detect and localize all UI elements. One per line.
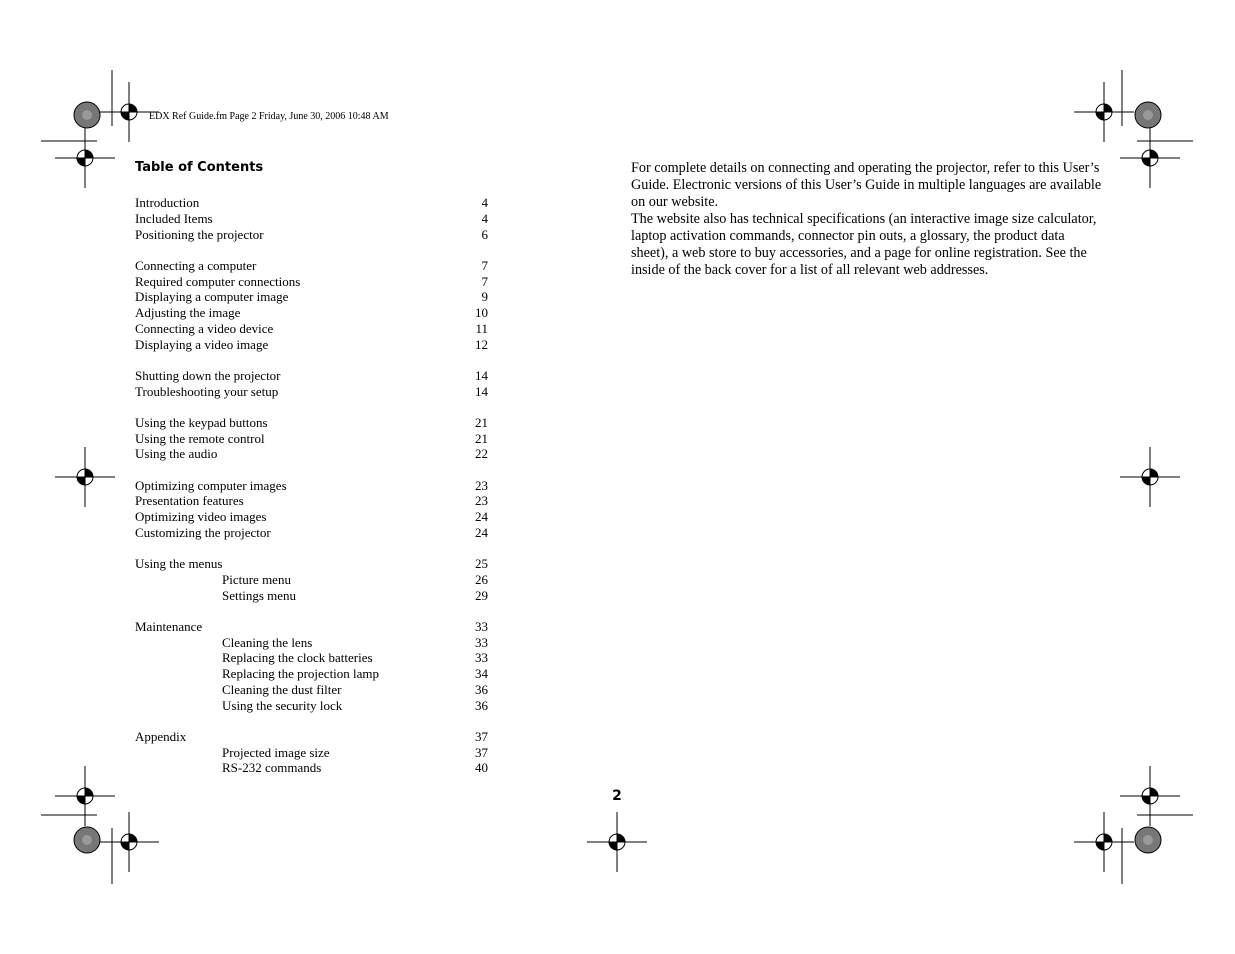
toc-entry-page: 21 <box>475 430 488 446</box>
intro-paragraph: The website also has technical specifications (an interactive image size calculator, laptop activation commands, connector pin outs, a glossary, the product data sheet), a web store to buy accessories, and a page for online registration. See the inside of the back cover for a list of all relevant web addresses. <box>631 211 1097 278</box>
toc-entry-label: Customizing the projector <box>135 524 271 540</box>
toc-entry <box>0 368 1235 384</box>
toc-entry-label: Maintenance <box>135 618 203 634</box>
registration-star-icon <box>74 827 100 853</box>
toc-entry-label: Using the security lock <box>222 697 343 713</box>
toc-entry-page: 7 <box>481 257 488 273</box>
toc-entry-label: Connecting a video device <box>135 320 274 336</box>
toc-entry-label: Displaying a video image <box>135 336 269 352</box>
toc-entry-page: 36 <box>475 697 488 713</box>
toc-entry <box>0 415 1235 431</box>
registration-mark-icon <box>99 812 159 872</box>
toc-entry <box>0 572 1235 588</box>
toc-entry-label: Introduction <box>135 195 200 210</box>
toc-entry-label: Using the menus <box>135 556 223 571</box>
registration-mark-icon <box>587 812 647 872</box>
toc-entry-page: 25 <box>475 556 488 571</box>
intro-paragraph: For complete details on connecting and operating the projector, refer to this User’s Guide. Electronic versions of this User’s Guide in multiple languages are available on our website. <box>631 160 1102 210</box>
toc-entry-label: Cleaning the lens <box>222 634 313 650</box>
intro-text <box>631 160 1103 279</box>
toc-entry <box>0 666 1235 682</box>
toc-entry-page: 12 <box>475 336 488 352</box>
toc-entry-page: 4 <box>481 195 488 210</box>
toc-entry <box>0 650 1235 666</box>
toc-entry-label: Presentation features <box>135 493 244 509</box>
registration-mark-icon <box>1074 812 1134 872</box>
toc-entry-page: 14 <box>475 383 488 399</box>
toc-entry <box>0 321 1235 337</box>
toc-entry-page: 37 <box>475 728 488 744</box>
toc-entry <box>0 635 1235 651</box>
toc-entry <box>0 525 1235 541</box>
toc-entry <box>0 493 1235 509</box>
toc-entry <box>0 682 1235 698</box>
toc-entry-label: Replacing the clock batteries <box>222 650 373 666</box>
toc-entry-page: 11 <box>475 320 488 336</box>
toc-entry <box>0 337 1235 353</box>
toc-entry-label: Adjusting the image <box>135 305 241 320</box>
toc-entry-page: 33 <box>475 650 488 666</box>
toc-entry <box>0 556 1235 572</box>
toc-entry-label: Shutting down the projector <box>135 367 281 383</box>
toc-entry-page: 14 <box>475 367 488 383</box>
toc-entry-label: Picture menu <box>222 571 291 587</box>
toc-entry-label: Settings menu <box>222 587 297 603</box>
toc-entry <box>0 698 1235 714</box>
toc-entry-page: 10 <box>475 305 488 320</box>
toc-entry <box>0 305 1235 321</box>
registration-star-icon <box>1135 827 1161 853</box>
toc-entry-page: 33 <box>475 634 488 650</box>
toc-entry-page: 6 <box>481 226 488 242</box>
toc-entry-label: Optimizing video images <box>135 509 267 524</box>
toc-entry <box>0 619 1235 635</box>
toc-entry-page: 29 <box>475 587 488 603</box>
toc-entry <box>0 289 1235 305</box>
toc-entry-label: Required computer connections <box>135 273 301 289</box>
toc-entry-page: 24 <box>475 524 488 540</box>
toc-entry-label: Troubleshooting your setup <box>135 383 279 399</box>
toc-entry-label: Displaying a computer image <box>135 289 289 305</box>
file-header: EDX Ref Guide.fm Page 2 Friday, June 30, 2006 10:48 AM <box>149 111 389 122</box>
toc-entry <box>0 588 1235 604</box>
toc-entry-label: Connecting a computer <box>135 257 257 273</box>
toc-entry-page: 21 <box>475 414 488 430</box>
toc-entry <box>0 760 1235 776</box>
toc-entry-page: 7 <box>481 273 488 289</box>
toc-entry-page: 36 <box>475 681 488 697</box>
toc-entry-label: Using the remote control <box>135 430 265 446</box>
page-number: 2 <box>612 788 622 804</box>
registration-mark-icon <box>55 128 115 188</box>
toc-entry-label: Replacing the projection lamp <box>222 666 380 681</box>
toc-entry-page: 23 <box>475 477 488 493</box>
toc-title: Table of Contents <box>135 160 264 175</box>
registration-mark-icon <box>1074 82 1134 142</box>
toc-entry-label: Appendix <box>135 728 187 744</box>
toc-entry-page: 23 <box>475 493 488 509</box>
toc-entry-label: RS-232 commands <box>222 760 322 776</box>
toc-entry <box>0 431 1235 447</box>
toc-entry-label: Using the audio <box>135 446 218 462</box>
toc-entry-label: Positioning the projector <box>135 226 264 242</box>
toc-entry-page: 26 <box>475 571 488 587</box>
toc-entry-label: Projected image size <box>222 744 330 760</box>
toc-entry <box>0 478 1235 494</box>
toc-entry-page: 4 <box>481 210 488 226</box>
toc-entry-page: 40 <box>475 760 488 776</box>
toc-entry-page: 34 <box>475 666 488 681</box>
toc-entry <box>0 745 1235 761</box>
toc-entry <box>0 446 1235 462</box>
registration-star-icon <box>1135 102 1161 128</box>
registration-mark-icon <box>1120 128 1180 188</box>
toc-entry-page: 33 <box>475 618 488 634</box>
toc-entry <box>0 509 1235 525</box>
toc-entry-label: Cleaning the dust filter <box>222 681 342 697</box>
registration-star-icon <box>74 102 100 128</box>
toc-entry-page: 22 <box>475 446 488 462</box>
toc-entry <box>0 384 1235 400</box>
toc-entry-label: Included Items <box>135 210 213 226</box>
toc-entry-label: Using the keypad buttons <box>135 414 268 430</box>
toc-entry-page: 37 <box>475 744 488 760</box>
toc-entry-page: 9 <box>481 289 488 305</box>
toc-entry-page: 24 <box>475 509 488 524</box>
toc-entry-label: Optimizing computer images <box>135 477 287 493</box>
toc-entry <box>0 729 1235 745</box>
